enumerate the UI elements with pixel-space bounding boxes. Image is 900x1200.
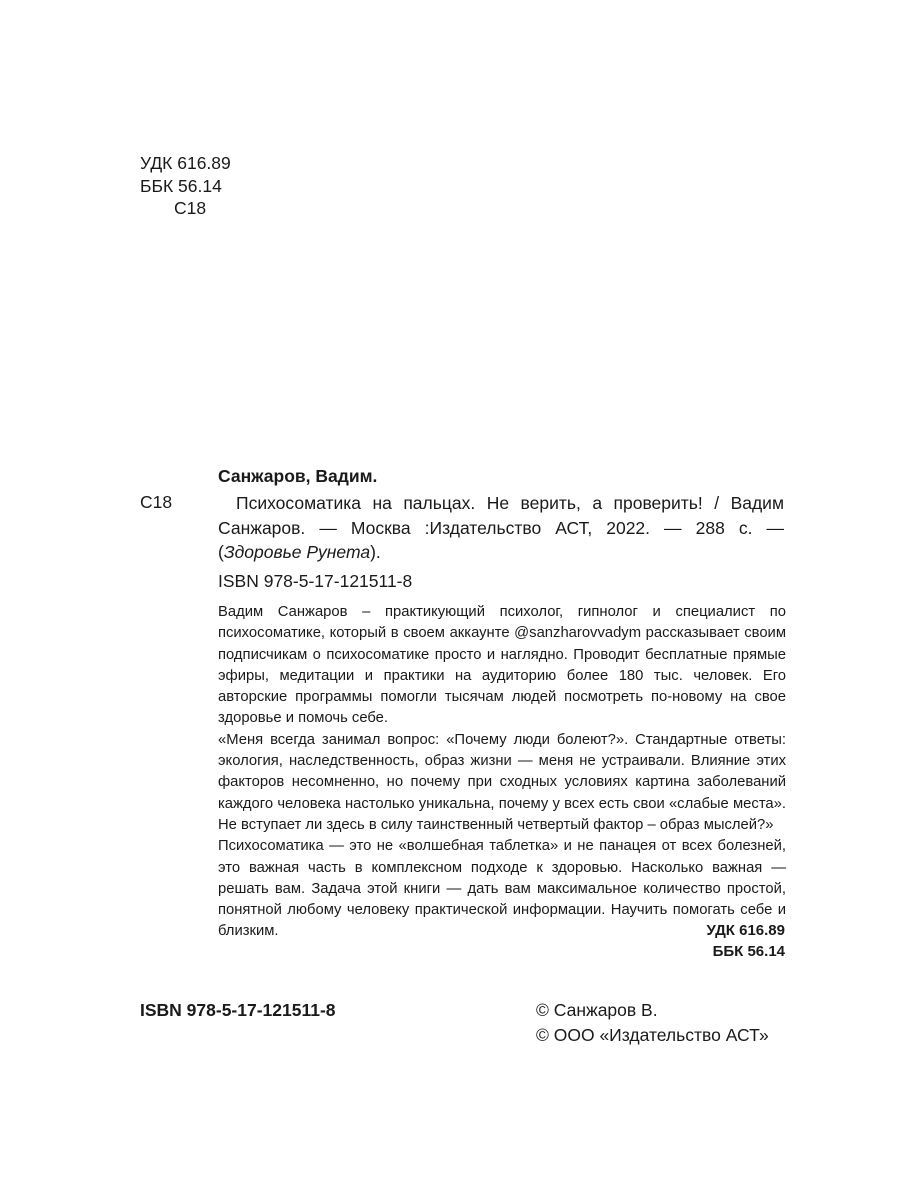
isbn-record: ISBN 978-5-17-121511-8 — [218, 571, 413, 591]
annotation-paragraph-2: «Меня всегда занимал вопрос: «Почему люди болеют?». Стандартные ответы: экология, наследственность, образ жизни — меня не устраивали. Влияние этих факторов несомненно, но почему при сходных условиях картина заболеваний каждого человека настолько уникальна, почему у всех есть свои «слабые места». Не вступает ли здесь в силу таинственный четвертый фактор – образ мыслей?» — [218, 731, 786, 833]
title-main: Психосоматика на пальцах. Не верить, а проверить! / Вадим Санжаров. — Москва :Издательство АСТ, 2022. — 288 с. — ( — [218, 493, 784, 562]
cutter-code: С18 — [174, 198, 207, 218]
isbn-bottom: ISBN 978-5-17-121511-8 — [140, 1000, 336, 1020]
udk-code: УДК 616.89 — [140, 153, 231, 173]
copyright-author: © Санжаров В. — [536, 1000, 658, 1020]
title-close: ). — [370, 542, 381, 562]
copyright-publisher: © ООО «Издательство АСТ» — [536, 1024, 769, 1045]
bibliographic-description — [218, 491, 784, 565]
record-cutter: С18 — [140, 492, 173, 512]
footer-bbk-code: ББК 56.14 — [712, 943, 785, 960]
series-name: Здоровье Рунета — [223, 542, 371, 562]
classification-codes — [140, 152, 231, 220]
footer-udk-code: УДК 616.89 — [706, 922, 785, 939]
annotation-paragraph-3: Психосоматика — это не «волшебная таблетка» и не панацея от всех болезней, это важная часть в комплексном подходе к здоровью. Насколько важная — решать вам. Задача этой книги — дать вам максимальное количество простой, понятной любому человеку практической информации. Научить помогать себе и близким. — [218, 838, 786, 940]
footer-classification-codes — [707, 920, 785, 962]
bbk-code: ББК 56.14 — [140, 175, 222, 196]
copyright-block — [536, 998, 769, 1047]
annotation-paragraph-1: Вадим Санжаров – практикующий психолог, гипнолог и специалист по психосоматике, который в своем аккаунте @sanzharovvadym рассказывает своим подписчикам о психосоматике просто и наглядно. Проводит бесплатные прямые эфиры, медитации и практики на аудиторию более 180 тыс. человек. Его авторские программы помогли тысячам людей посмотреть по-новому на свое здоровье и помочь себе. — [218, 604, 786, 727]
annotation — [218, 602, 786, 943]
author-heading: Санжаров, Вадим. — [218, 466, 378, 486]
